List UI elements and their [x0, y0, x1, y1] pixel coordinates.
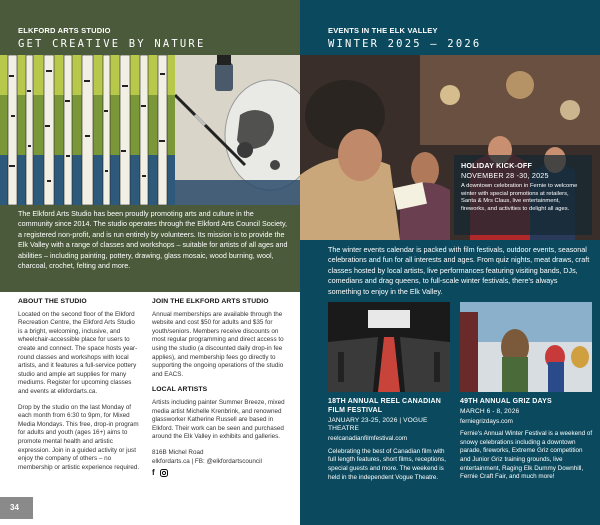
- join-paragraph: Annual memberships are available through the website and cost $50 for adults and $35 for youth/seniors. Members receive discounts on most regular programming and direct access to using the studio (a discounted daily drop-in fee applies), and membership fees go directly to supporting the ongoing operations of the studio and EACS.: [152, 310, 284, 378]
- join-column: [152, 298, 290, 480]
- about-column: [18, 298, 140, 479]
- events-intro-text: The winter events calendar is packed with film festivals, outdoor events, seasonal celebrations and fun for all interests and ages. From quiz nights, meat draws, craft classes hosted by local artists, live performances featuring visiting bands, DJs, comedians and drag queens, to full-scale winter festivals, there's always something to enjoy in the Elk Valley.: [328, 245, 590, 296]
- studio-web-links[interactable]: elkfordarts.ca | FB: @elkfordartscouncil: [152, 457, 262, 465]
- events-kicker: EVENTS IN THE ELK VALLEY: [328, 26, 438, 35]
- instagram-icon[interactable]: [160, 469, 168, 480]
- right-page: [300, 0, 600, 525]
- griz-days-photo: [460, 302, 592, 392]
- local-artists-heading: LOCAL ARTISTS: [152, 386, 208, 394]
- local-artists-paragraph: Artists including painter Summer Breeze, mixed media artist Michelle Krenbrink, and renowned glassworker Katherine Russell are based in Elkford. Their work can be seen and purchased around the Elk Valley in exhibits and galleries.: [152, 398, 285, 441]
- holiday-body: A downtown celebration in Fernie to welcome winter with special promotions at retailers, Santa & Mrs Claus, live entertainment, fireworks, and activities to delight all ages.: [461, 183, 578, 212]
- griz-url[interactable]: ferniegrizdays.com: [460, 417, 513, 425]
- studio-address: 816B Michel Road: [152, 448, 204, 456]
- section-kicker: ELKFORD ARTS STUDIO: [18, 26, 111, 35]
- griz-body: Fernie's Annual Winter Festival is a weekend of snowy celebrations including a downtown parade, fireworks, Extreme Griz competition and Junior Griz training grounds, live entertainment, Raging Elk Dummy Downhill, Fernie Craft Fair, and much more!: [460, 430, 593, 481]
- about-paragraph-1: Located on the second floor of the Elkford Recreation Centre, the Elkford Arts Studio is a bright, welcoming, inclusive, and wheelchair-accessible place for users to create and connect. The space hosts year-round classes and workshops with local artists, and it features a full-service pottery studio and ample art supplies for many mediums. Register for upcoming classes and events at elkfordarts.ca.: [18, 310, 138, 395]
- facebook-icon[interactable]: f: [152, 468, 155, 478]
- about-paragraph-2: Drop by the studio on the last Monday of each month from 6:30 to 9pm, for Mixed Media Mondays. This free, drop-in program for adults and youth (ages 16+) aims to promote mental health and artistic expression. Join in a guided activity or just enjoy the company of others – no membership or artistic experience required.: [18, 403, 140, 471]
- events-headline: WINTER 2025 – 2026: [328, 38, 482, 50]
- griz-dates: MARCH 6 - 8, 2026: [460, 407, 520, 415]
- about-heading: ABOUT THE STUDIO: [18, 298, 87, 305]
- griz-days-event: [460, 398, 594, 482]
- holiday-title: HOLIDAY KICK-OFF: [461, 161, 533, 170]
- film-url[interactable]: reelcanadianfilmfestival.com: [328, 435, 408, 443]
- social-icons: [152, 469, 290, 480]
- holiday-dates: NOVEMBER 28 -30, 2025: [461, 171, 549, 180]
- film-body: Celebrating the best of Canadian film with full length features, short films, receptions, special guests and more. The weekend is held in the independent Vogue Theatre.: [328, 447, 446, 481]
- film-festival-event: [328, 398, 450, 482]
- birch-painting-photo: [0, 55, 175, 205]
- griz-title: 49TH ANNUAL GRIZ DAYS: [460, 398, 552, 405]
- studio-intro-text: The Elkford Arts Studio has been proudly promoting arts and culture in the community since 2014. The studio operates through the Elkford Arts Council Society, a registered non-profit, and is run entirely by volunteers. Its mission is to provide the Elk Valley with a range of classes and workshops – suitable for artists of all ages and abilities – including painting, pottery, drawing, glass mosaic, wood burning, wool, charcoal, crochet, felting and more.: [18, 209, 288, 271]
- join-heading: JOIN THE ELKFORD ARTS STUDIO: [152, 298, 269, 305]
- holiday-kickoff-callout: [454, 155, 592, 235]
- page-number: 34: [0, 497, 33, 519]
- film-title: 18TH ANNUAL REEL CANADIAN FILM FESTIVAL: [328, 398, 441, 414]
- glass-art-photo: [175, 55, 300, 205]
- section-headline: GET CREATIVE BY NATURE: [18, 38, 206, 50]
- film-festival-photo: [328, 302, 450, 392]
- film-dates: JANUARY 23-25, 2026 | VOGUE THEATRE: [328, 416, 428, 433]
- left-header-panel: [0, 0, 300, 292]
